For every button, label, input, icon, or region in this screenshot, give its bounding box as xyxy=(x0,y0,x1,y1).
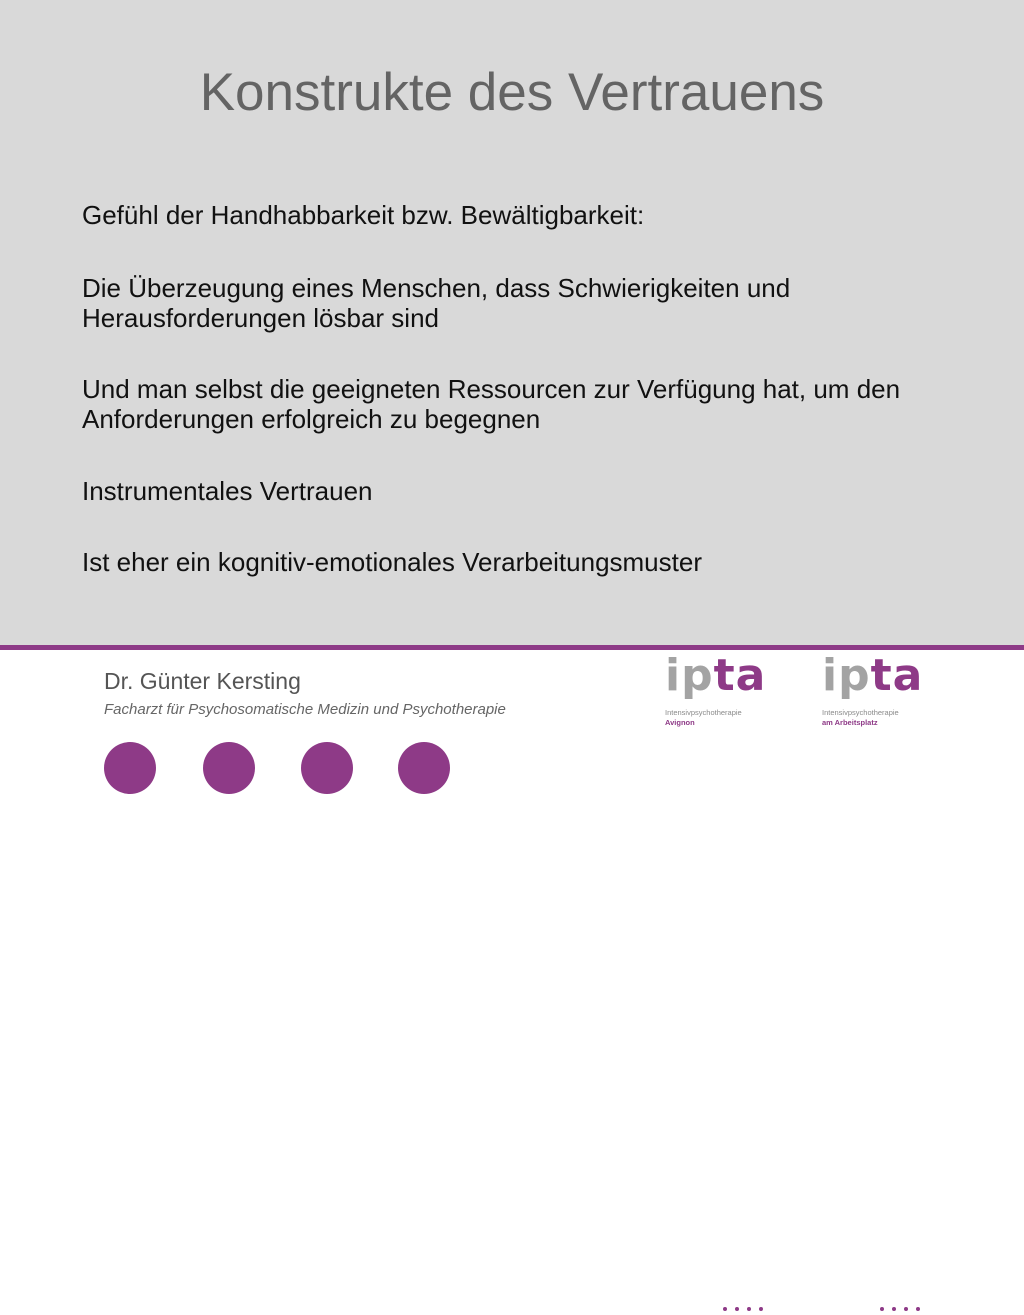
logo-subtitle: Intensivpsychotherapie xyxy=(665,708,742,717)
paragraph-ueberzeugung: Die Überzeugung eines Menschen, dass Schwierigkeiten und Herausforderungen lösbar sind xyxy=(82,273,791,333)
logo-dots xyxy=(665,1307,785,1315)
decorative-circle xyxy=(301,742,353,794)
ipta-avignon-logo xyxy=(665,652,785,732)
slide-content-area xyxy=(0,0,1024,645)
logo-word-purple: ta xyxy=(713,650,767,701)
decorative-circle xyxy=(104,742,156,794)
logo-location: am Arbeitsplatz xyxy=(822,718,878,727)
paragraph-instrumentales-vertrauen: Instrumentales Vertrauen xyxy=(82,476,373,506)
footer-author-subtitle: Facharzt für Psychosomatische Medizin und Psychotherapie xyxy=(104,701,506,718)
logo-word-grey: ip xyxy=(665,650,714,701)
footer-author-name: Dr. Günter Kersting xyxy=(104,668,301,694)
logo-location: Avignon xyxy=(665,718,695,727)
paragraph-handhabbarkeit: Gefühl der Handhabbarkeit bzw. Bewältigbarkeit: xyxy=(82,200,645,230)
paragraph-ressourcen: Und man selbst die geeigneten Ressourcen zur Verfügung hat, um den Anforderungen erfolgreich zu begegnen xyxy=(82,374,901,434)
paragraph-verarbeitungsmuster: Ist eher ein kognitiv-emotionales Verarbeitungsmuster xyxy=(82,547,702,577)
slide-title: Konstrukte des Vertrauens xyxy=(199,63,825,122)
logo-word-purple: ta xyxy=(870,650,924,701)
ipta-arbeitsplatz-logo xyxy=(822,652,942,732)
decorative-circle xyxy=(398,742,450,794)
logo-word-grey: ip xyxy=(822,650,871,701)
decorative-circle xyxy=(203,742,255,794)
logo-subtitle: Intensivpsychotherapie xyxy=(822,708,899,717)
logo-dots xyxy=(822,1307,942,1315)
